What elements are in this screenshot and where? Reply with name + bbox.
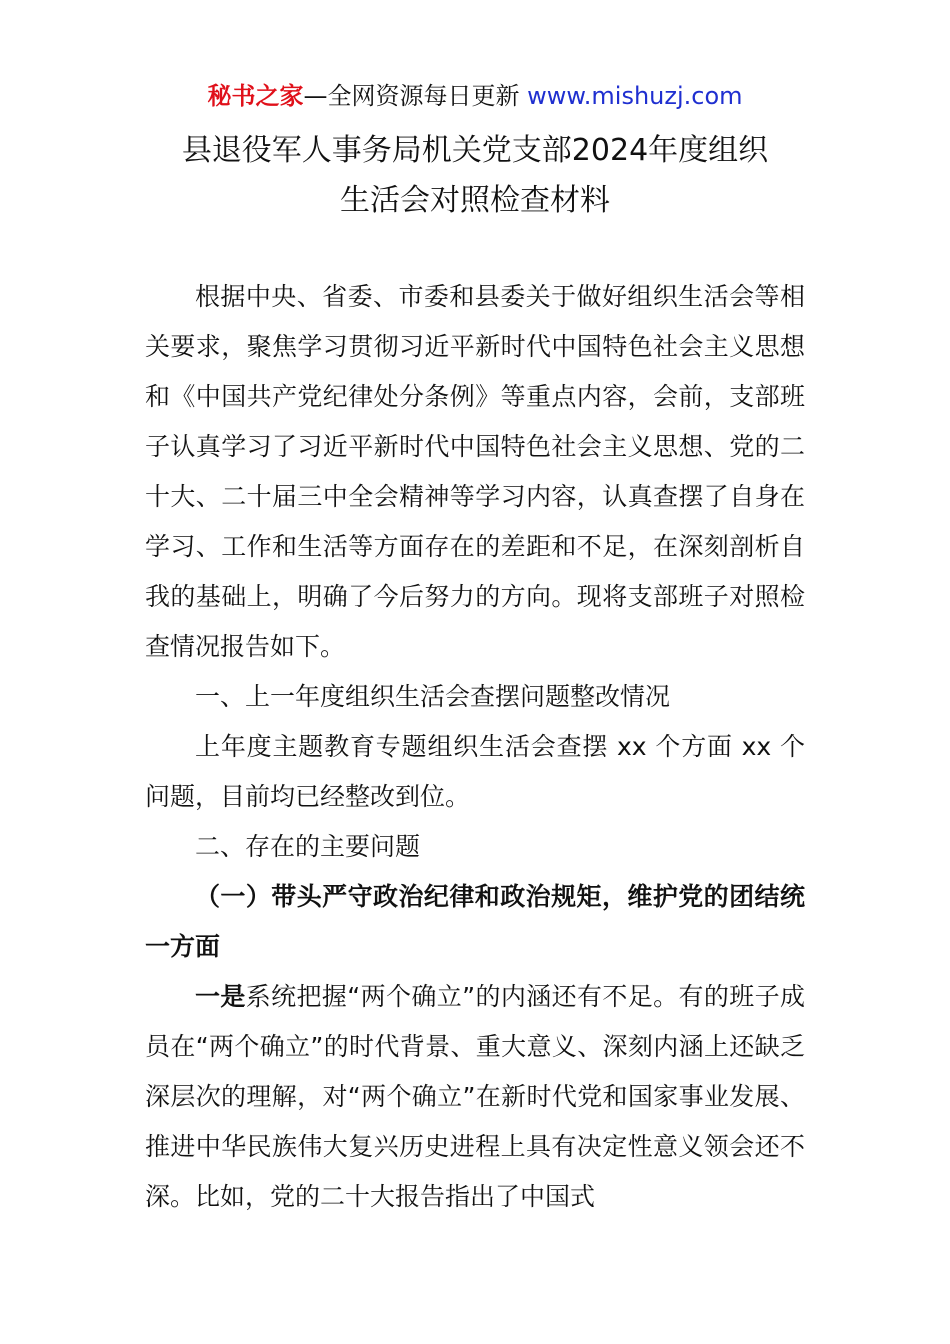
intro-paragraph: 根据中央、省委、市委和县委关于做好组织生活会等相关要求，聚焦学习贯彻习近平新时代中国特色社会主义思想和《中国共产党纪律处分条例》等重点内容，会前，支部班子认真学习了习近平新时代中国特色社会主义思想、党的二十大、二十届三中全会精神等学习内容，认真查摆了自身在学习、工作和生活等方面存在的差距和不足，在深刻剖析自我的基础上，明确了今后努力的方向。现将支部班子对照检查情况报告如下。 bbox=[145, 282, 805, 661]
point-1-text: 系统把握“两个确立”的内涵还有不足。有的班子成员在“两个确立”的时代背景、重大意义、深刻内涵上还缺乏深层次的理解，对“两个确立”在新时代党和国家事业发展、推进中华民族伟大复兴历史进程上具有决定性意义领会还不深。比如，党的二十大报告指出了中国式 bbox=[145, 982, 805, 1211]
site-brand: 秘书之家 bbox=[207, 82, 304, 110]
document-body bbox=[145, 272, 805, 1222]
point-1-paragraph bbox=[145, 972, 805, 1222]
document-title bbox=[0, 126, 950, 226]
title-line-2: 生活会对照检查材料 bbox=[340, 183, 610, 218]
point-1-lead: 一是 bbox=[195, 982, 246, 1011]
subsection-1-heading: （一）带头严守政治纪律和政治规矩，维护党的团结统一方面 bbox=[145, 882, 805, 961]
section-1-paragraph: 上年度主题教育专题组织生活会查摆 xx 个方面 xx 个问题，目前均已经整改到位。 bbox=[145, 732, 805, 811]
site-header bbox=[0, 80, 950, 112]
site-slogan: —全网资源每日更新 bbox=[303, 82, 528, 110]
section-2-heading: 二、存在的主要问题 bbox=[195, 832, 421, 861]
site-url-link[interactable]: www.mishuzj.com bbox=[527, 82, 743, 110]
section-1-heading: 一、上一年度组织生活会查摆问题整改情况 bbox=[195, 682, 671, 711]
title-line-1: 县退役军人事务局机关党支部2024年度组织 bbox=[181, 133, 769, 168]
